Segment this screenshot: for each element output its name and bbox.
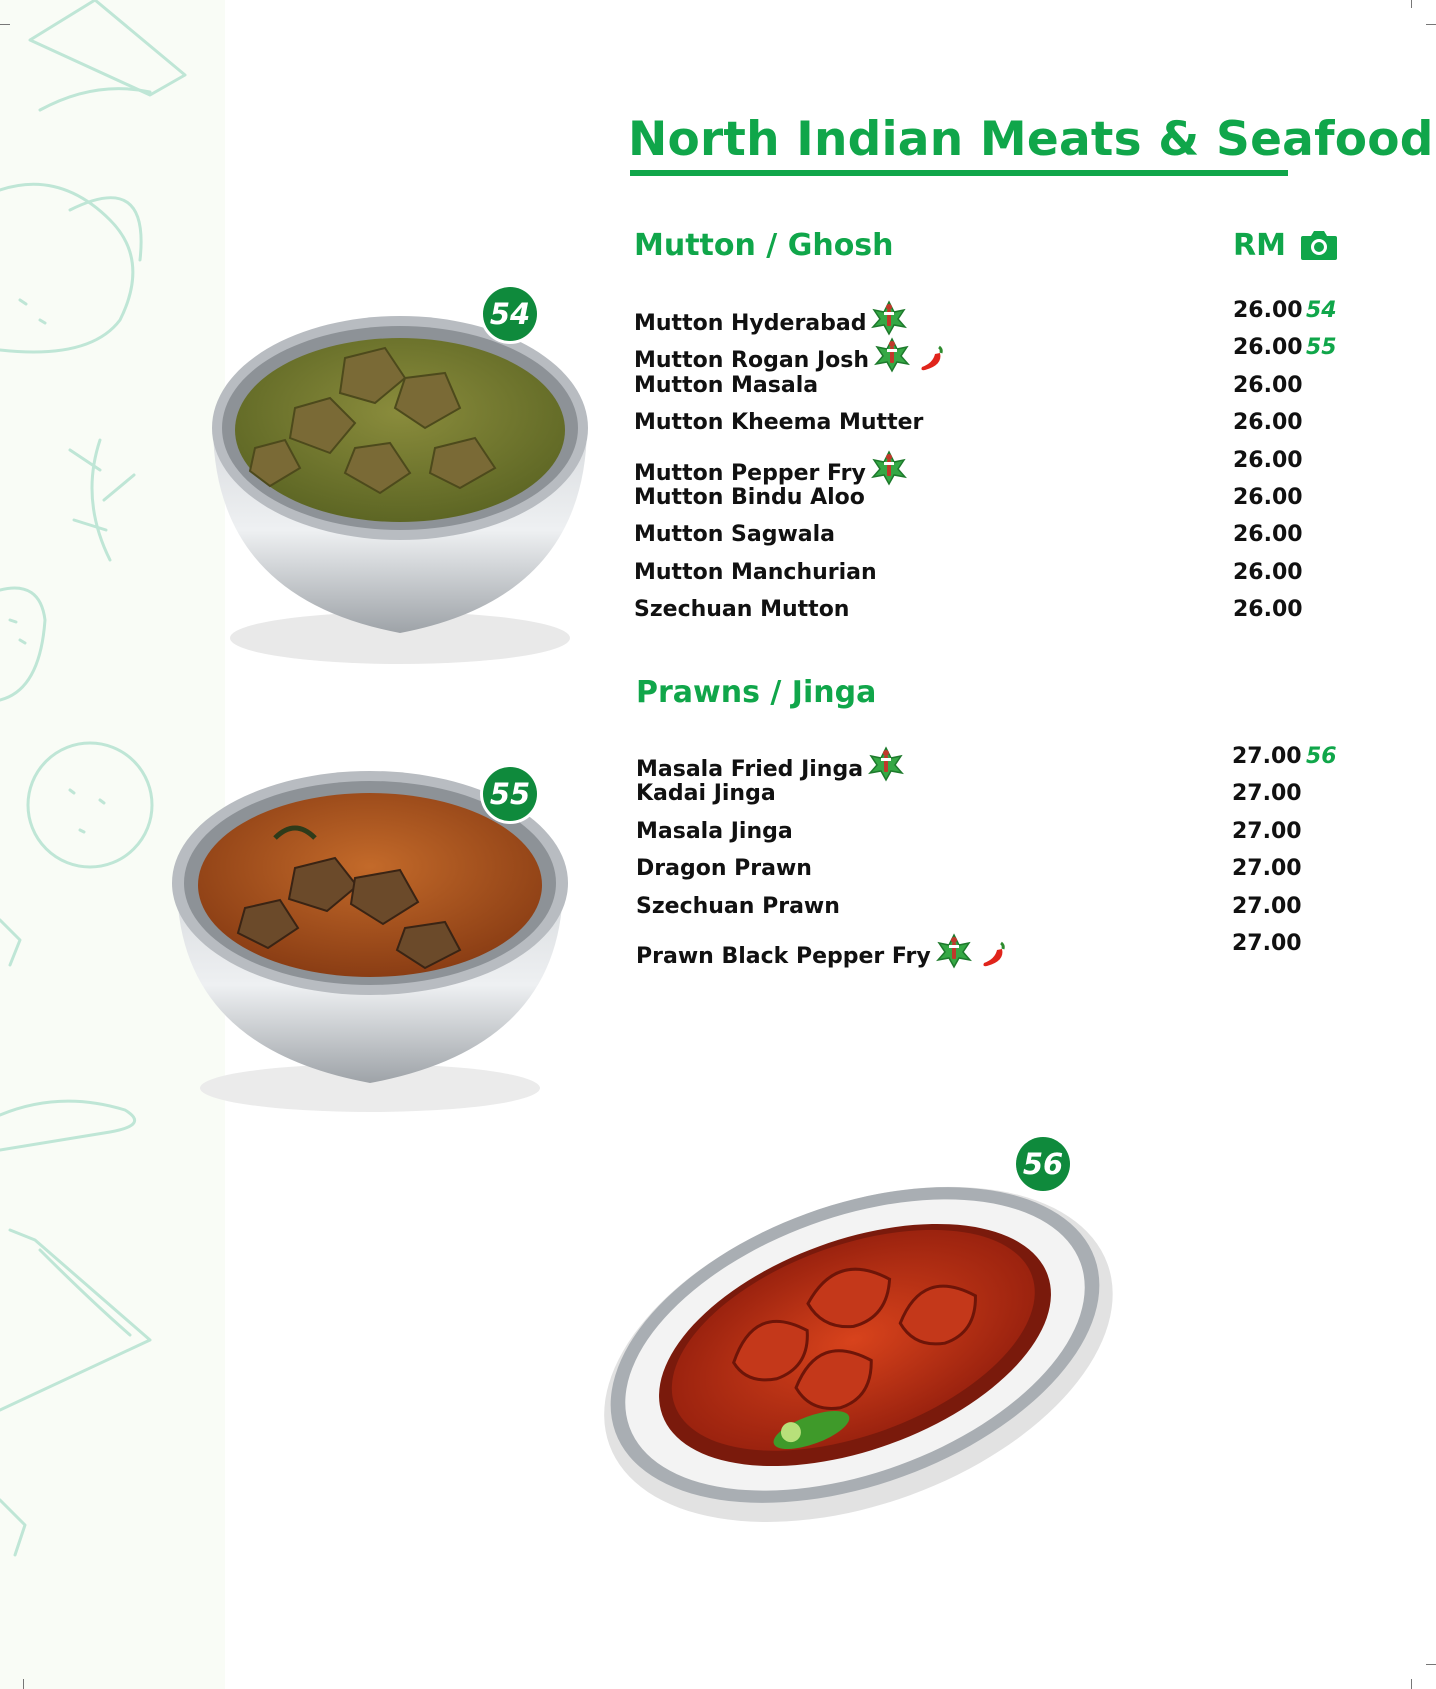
page-title: North Indian Meats & Seafood xyxy=(628,112,1434,167)
chef-leaf-icon xyxy=(935,950,973,975)
crop-mark xyxy=(1411,0,1412,8)
section-heading-mutton: Mutton / Ghosh xyxy=(634,228,894,263)
menu-item-label: Szechuan Mutton xyxy=(634,597,850,622)
menu-item-price: 26.00 xyxy=(1233,485,1303,510)
menu-item-label: Mutton Masala xyxy=(634,373,819,398)
menu-item-price: 26.00 xyxy=(1233,298,1303,323)
menu-item-price: 27.00 xyxy=(1232,894,1302,919)
crop-mark xyxy=(0,24,10,25)
crop-mark xyxy=(1426,1664,1436,1665)
menu-item-name xyxy=(634,597,849,622)
dish-photo-masala-fried-jinga xyxy=(585,1150,1125,1544)
currency-header: RM xyxy=(1233,228,1286,263)
menu-item-label: Kadai Jinga xyxy=(636,781,776,806)
crop-mark xyxy=(1426,24,1436,25)
menu-item-price: 26.00 xyxy=(1233,597,1303,622)
menu-item-name xyxy=(634,522,835,547)
menu-item-price: 26.00 xyxy=(1233,522,1303,547)
menu-item-name xyxy=(634,485,865,510)
menu-item-photo-ref: 56 xyxy=(1306,744,1337,769)
menu-item-price: 26.00 xyxy=(1233,560,1303,585)
menu-item-price: 26.00 xyxy=(1233,410,1303,435)
dish-number-badge: 54 xyxy=(479,283,541,345)
menu-item-label: Mutton Manchurian xyxy=(634,560,877,585)
menu-item-label: Mutton Rogan Josh xyxy=(634,348,870,373)
dish-number-badge: 56 xyxy=(1012,1133,1074,1195)
menu-item-label: Mutton Sagwala xyxy=(634,522,836,547)
chili-icon xyxy=(979,950,1009,975)
menu-item-name xyxy=(636,781,776,806)
menu-item-label: Mutton Pepper Fry xyxy=(634,461,866,486)
menu-item-label: Mutton Hyderabad xyxy=(634,311,867,336)
menu-item-label: Szechuan Prawn xyxy=(636,894,840,919)
menu-item-label: Dragon Prawn xyxy=(636,856,812,881)
menu-item-label: Mutton Bindu Aloo xyxy=(634,485,865,510)
menu-item-price: 27.00 xyxy=(1232,856,1302,881)
menu-item-name xyxy=(636,856,812,881)
crop-mark xyxy=(1411,1679,1412,1689)
menu-item-price: 26.00 xyxy=(1233,335,1303,360)
menu-item-price: 27.00 xyxy=(1232,819,1302,844)
menu-item-name xyxy=(636,894,840,919)
menu-item-price: 27.00 xyxy=(1232,744,1302,769)
menu-item-name xyxy=(634,373,818,398)
menu-item-price: 26.00 xyxy=(1233,448,1303,473)
menu-item-label: Mutton Kheema Mutter xyxy=(634,410,924,435)
menu-item-price: 26.00 xyxy=(1233,373,1303,398)
menu-item-label: Masala Fried Jinga xyxy=(636,757,864,782)
crop-mark xyxy=(23,1679,24,1689)
dish-photo-mutton-hyderabad xyxy=(195,298,615,682)
menu-item-name xyxy=(634,410,923,435)
menu-item-photo-ref: 55 xyxy=(1306,335,1337,360)
title-underline xyxy=(630,170,1288,176)
menu-item-name xyxy=(636,931,1009,975)
camera-icon xyxy=(1300,229,1338,265)
section-heading-prawns: Prawns / Jinga xyxy=(636,675,877,710)
menu-item-price: 27.00 xyxy=(1232,781,1302,806)
menu-item-price: 27.00 xyxy=(1232,931,1302,956)
dish-number-badge: 55 xyxy=(479,763,541,825)
menu-item-name xyxy=(634,560,877,585)
menu-item-name xyxy=(636,819,793,844)
menu-item-label: Masala Jinga xyxy=(636,819,793,844)
menu-item-photo-ref: 54 xyxy=(1306,298,1337,323)
menu-item-label: Prawn Black Pepper Fry xyxy=(636,944,931,969)
menu-item-icons xyxy=(935,931,1009,975)
